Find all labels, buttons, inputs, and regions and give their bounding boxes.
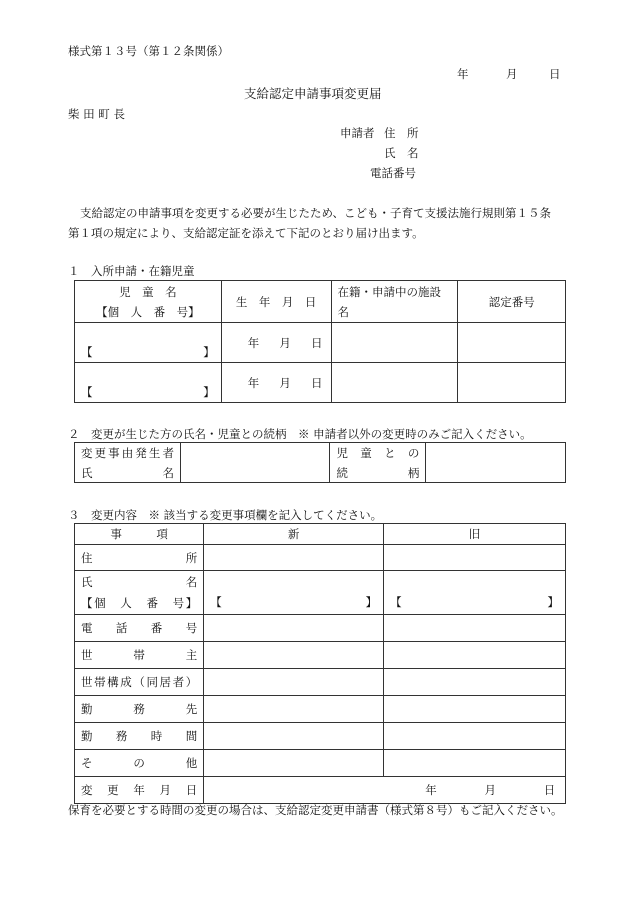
birth-day-label: 日 — [311, 335, 323, 350]
body-text-line-1: 支給認定の申請事項を変更する必要が生じたため、こども・子育て支援法施行規則第１５条 — [80, 206, 552, 220]
bracket-open: 【 — [81, 345, 93, 359]
row-label-workplace: 勤 務 先 — [75, 696, 204, 723]
section2-heading: ２ 変更が生じた方の氏名・児童との続柄 ※ 申請者以外の変更時のみご記入ください。 — [68, 427, 532, 441]
document-title: 支給認定申請事項変更届 — [244, 86, 382, 101]
applicant-label: 申請者 — [340, 126, 375, 140]
old-address-field[interactable] — [384, 545, 566, 571]
old-phone-field[interactable] — [384, 615, 566, 642]
date-month-label: 月 — [506, 67, 518, 81]
form-number: 様式第１３号（第１２条関係） — [68, 44, 229, 58]
row-label-address: 住 所 — [75, 545, 204, 571]
body-text-line-2: 第１項の規定により、支給認定証を添えて下記のとおり届け出ます。 — [68, 226, 424, 240]
bracket-open: 【 — [81, 385, 93, 399]
section1-heading: １ 入所申請・在籍児童 — [68, 264, 195, 278]
old-householder-field[interactable] — [384, 642, 566, 669]
cert-number-header: 認定番号 — [458, 281, 566, 323]
relation-label-cell — [330, 443, 426, 483]
change-month-label: 月 — [484, 783, 496, 797]
date-day-label: 日 — [549, 67, 561, 81]
old-work-hours-field[interactable] — [384, 723, 566, 750]
changed-person-table — [74, 442, 566, 483]
birth-month-label: 月 — [279, 335, 291, 350]
section3-heading: ３ 変更内容 ※ 該当する変更事項欄を記入してください。 — [68, 508, 383, 522]
relation-label-1: 児 童 と の — [336, 445, 420, 460]
birth-month-label: 月 — [279, 375, 291, 390]
change-day-label: 日 — [543, 783, 556, 797]
birth-year-label: 年 — [247, 375, 260, 390]
changed-person-name-field[interactable] — [180, 443, 330, 483]
phone-label: 電話番号 — [370, 166, 416, 180]
item-header: 事 項 — [75, 524, 204, 545]
name-label-cell — [75, 571, 204, 615]
facility-header-cell — [331, 281, 458, 323]
child-birth-date-cell[interactable] — [221, 323, 331, 363]
old-name-field[interactable] — [384, 571, 566, 615]
new-name-field[interactable] — [204, 571, 384, 615]
bracket-open: 【 — [390, 595, 402, 609]
new-householder-field[interactable] — [204, 642, 384, 669]
row-label-name: 氏 名 — [81, 575, 198, 589]
child-name-header: 児 童 名 — [119, 284, 177, 299]
new-household-field[interactable] — [204, 669, 384, 696]
change-date-field[interactable] — [204, 777, 566, 804]
old-workplace-field[interactable] — [384, 696, 566, 723]
date-year-label: 年 — [457, 67, 469, 81]
birth-year-label: 年 — [247, 335, 260, 350]
child-birth-date-cell[interactable] — [221, 363, 331, 403]
relation-label-2: 続 柄 — [336, 465, 420, 480]
changed-person-label-2: 氏 名 — [81, 465, 174, 480]
address-label: 住 所 — [384, 126, 419, 140]
relation-field[interactable] — [426, 443, 566, 483]
bracket-close: 】 — [203, 385, 215, 399]
new-address-field[interactable] — [204, 545, 384, 571]
changed-person-label-1: 変更事由発生者 — [81, 445, 174, 460]
change-table-header — [75, 524, 566, 545]
bracket-close: 】 — [203, 345, 215, 359]
child-facility-cell[interactable] — [331, 363, 458, 403]
old-header: 旧 — [384, 524, 566, 545]
child-facility-cell[interactable] — [331, 323, 458, 363]
footer-note: 保育を必要とする時間の変更の場合は、支給認定変更申請書（様式第８号）もご記入ください。 — [68, 803, 563, 817]
row-label-phone: 電 話 番 号 — [75, 615, 204, 642]
children-table — [74, 280, 566, 403]
row-label-other: そ の 他 — [75, 750, 204, 777]
old-other-field[interactable] — [384, 750, 566, 777]
child-name-header-cell — [75, 281, 222, 323]
changed-person-label-cell — [75, 443, 181, 483]
addressee: 柴 田 町 長 — [68, 107, 125, 121]
child-personal-number-cell[interactable] — [75, 363, 222, 403]
child-personal-number-cell[interactable] — [75, 323, 222, 363]
facility-header-line1: 在籍・申請中の施設 — [337, 285, 442, 299]
bracket-close: 】 — [547, 595, 559, 609]
child-cert-number-cell[interactable] — [458, 323, 566, 363]
name-label: 氏 名 — [384, 146, 419, 160]
child-cert-number-cell[interactable] — [458, 363, 566, 403]
row-label-householder: 世 帯 主 — [75, 642, 204, 669]
facility-header-line2: 名 — [337, 305, 350, 319]
birth-date-header: 生 年 月 日 — [221, 281, 331, 323]
row-label-work-hours: 勤 務 時 間 — [75, 723, 204, 750]
new-phone-field[interactable] — [204, 615, 384, 642]
bracket-close: 】 — [365, 595, 378, 609]
bracket-open: 【 — [210, 595, 222, 609]
new-work-hours-field[interactable] — [204, 723, 384, 750]
children-table-row — [75, 363, 566, 403]
children-table-header — [75, 281, 566, 323]
children-table-row — [75, 323, 566, 363]
old-household-field[interactable] — [384, 669, 566, 696]
change-content-table — [74, 523, 566, 804]
row-label-personal-number: 【個 人 番 号】 — [81, 596, 198, 610]
new-other-field[interactable] — [204, 750, 384, 777]
row-label-household: 世帯構成（同居者） — [75, 669, 204, 696]
new-header: 新 — [204, 524, 384, 545]
personal-number-header: 【個 人 番 号】 — [96, 304, 200, 319]
change-year-label: 年 — [425, 783, 437, 797]
row-label-change-date: 変 更 年 月 日 — [75, 777, 204, 804]
birth-day-label: 日 — [311, 375, 323, 390]
new-workplace-field[interactable] — [204, 696, 384, 723]
